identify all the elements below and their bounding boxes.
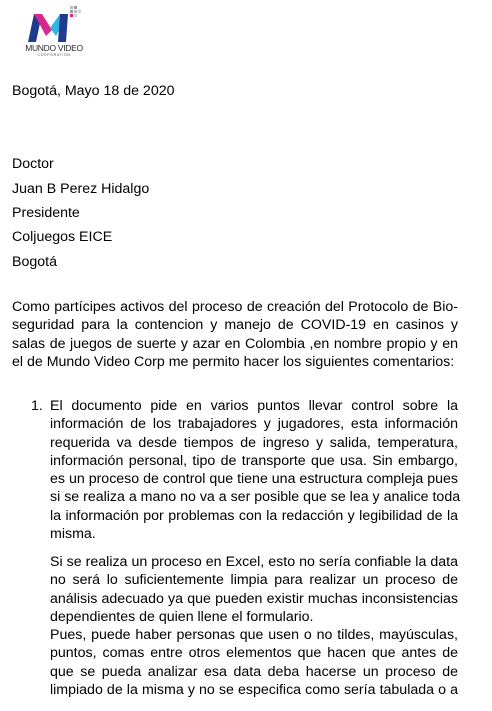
item-line: Si se realiza un proceso en Excel, esto no sería confiable la data (50, 554, 458, 570)
item-line: si se realiza a mano no va a ser posible que se lea y analice toda (50, 489, 461, 506)
item-line: El documento pide en varios puntos llevar control sobre la (50, 398, 458, 414)
intro-line: salas de juegos de suerte y azar en Colombia ,en nombre propio y en (12, 335, 458, 352)
item-line: dependientes de quien llene el formulario. (50, 608, 314, 625)
logo-tagline: CORPORATION (37, 53, 71, 57)
logo-wordmark: MUNDO VIDEO (25, 43, 83, 53)
item-line: Pues, puede haber personas que usen o no tildes, mayúsculas, (50, 627, 458, 643)
item-line: información de los trabajadores y jugadores, esta información (50, 416, 458, 433)
company-logo (14, 6, 94, 58)
item-line: no será lo suficientemente limpia para realizar un proceso de (50, 572, 458, 589)
recipient-title: Doctor (12, 156, 54, 172)
intro-line: el de Mundo Video Corp me permito hacer los siguientes comentarios: (12, 353, 455, 370)
item-line: es un proceso de control que tiene una estructura compleja pues (50, 471, 458, 488)
item-line: misma. (50, 526, 96, 543)
list-item-number: 1. (31, 398, 43, 414)
item-line: limpiado de la misma y no se especifica como sería tabulada o a (50, 681, 458, 698)
recipient-name: Juan B Perez Hidalgo (12, 181, 150, 197)
item-line: análisis adecuado ya que pueden existir muchas inconsistencias (50, 590, 458, 607)
recipient-city: Bogotá (12, 254, 57, 270)
mundo-video-logo-mark (22, 6, 86, 44)
item-paragraph-1 (50, 397, 461, 543)
item-paragraph-2 (50, 553, 458, 626)
item-paragraph-3 (50, 626, 458, 699)
recipient-organization: Coljuegos EICE (12, 229, 113, 245)
letter-date: Bogotá, Mayo 18 de 2020 (12, 83, 175, 99)
item-line: requerida va desde tiempos de ingreso y salida, temperatura, (50, 434, 458, 451)
item-line: que se pueda analizar esa data deba hacerse un proceso de (50, 663, 458, 680)
item-line: la información por problemas con la redacción y legibilidad de la (50, 507, 458, 524)
item-line: puntos, comas entre otros elementos que hacen que antes de (50, 645, 458, 662)
intro-line: seguridad para la contencion y manejo de COVID-19 en casinos y (12, 317, 458, 334)
item-line: información personal, tipo de transporte que usa. Sin embargo, (50, 452, 458, 469)
intro-line: Como partícipes activos del proceso de creación del Protocolo de Bio- (12, 299, 458, 315)
recipient-position: Presidente (12, 205, 80, 221)
intro-paragraph (12, 298, 458, 371)
